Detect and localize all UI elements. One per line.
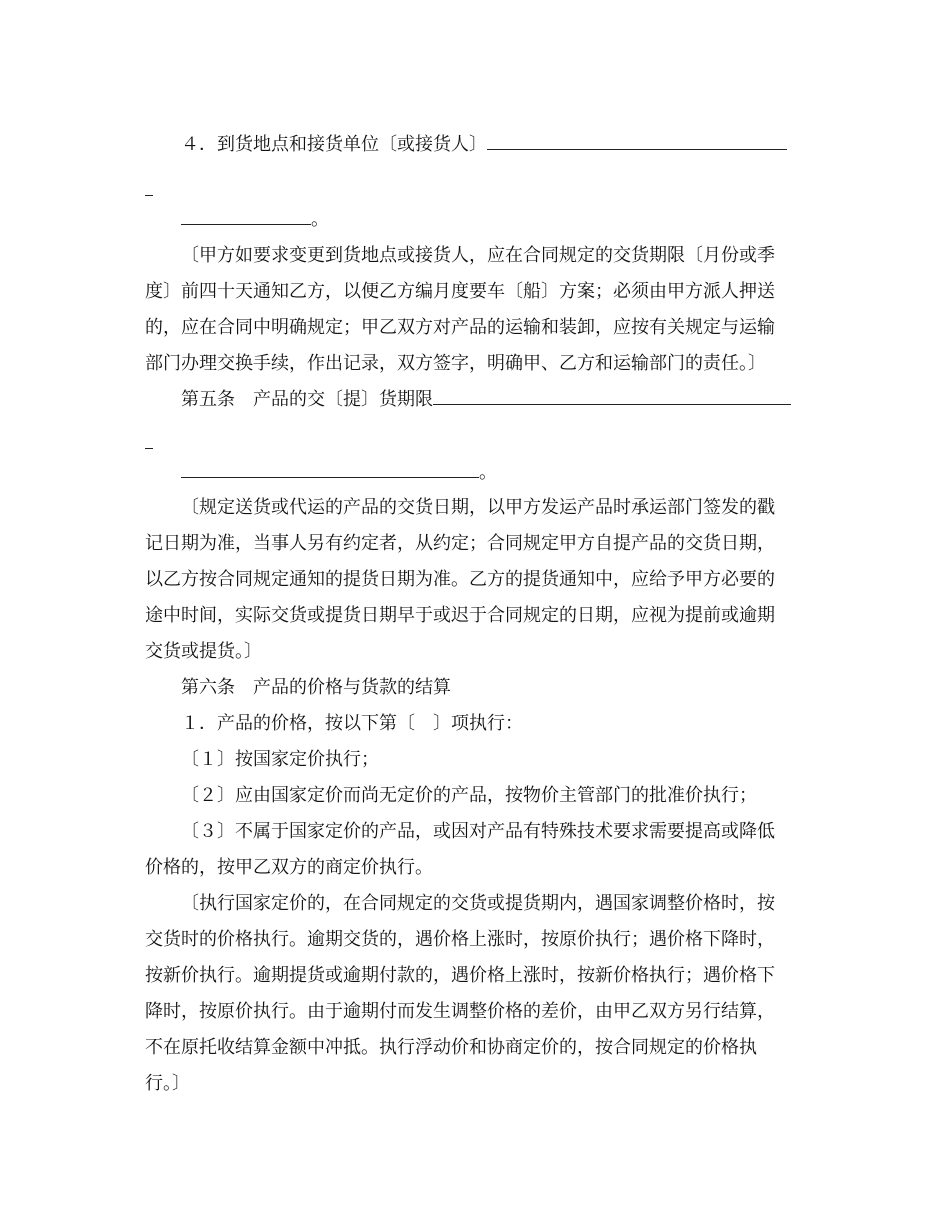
art6-option-3b: 价格的，按甲乙双方的商定价执行。 (145, 857, 433, 878)
item4-end: 。 (311, 209, 329, 230)
item4-blank (487, 135, 787, 150)
item4-end-line (181, 207, 836, 233)
item4-wrap (145, 178, 800, 204)
art5-blank (433, 390, 791, 405)
item4-blank-end (181, 210, 311, 225)
note5-line-5: 交货或提货。〕 (145, 641, 262, 662)
art6-option-3a: 〔３〕不属于国家定价的产品，或因对产品有特殊技术要求需要提高或降低 (181, 821, 775, 842)
note6-line-4: 降时，按原价执行。由于逾期付而发生调整价格的差价，由甲乙双方另行结算， (145, 1001, 775, 1022)
item4-label: ４．到货地点和接货单位〔或接货人〕 (181, 134, 487, 155)
art5-end-line (181, 460, 836, 486)
art5-blank-end (181, 463, 479, 478)
note4-line-2: 度〕前四十天通知乙方，以便乙方编月度要车〔船〕方案；必须由甲方派人押送 (145, 281, 775, 302)
art5-label: 第五条 产品的交〔提〕货期限 (181, 389, 433, 410)
art5-wrap (145, 431, 800, 457)
art6-option-2: 〔２〕应由国家定价而尚无定价的产品，按物价主管部门的批准价执行； (181, 785, 757, 806)
art6-item1: １．产品的价格，按以下第〔 〕项执行： (181, 713, 523, 734)
note4-line-4: 部门办理交换手续，作出记录，双方签字，明确甲、乙方和运输部门的责任。〕 (145, 353, 766, 374)
art5-end: 。 (479, 462, 497, 483)
note6-line-3: 按新价执行。逾期提货或逾期付款的，遇价格上涨时，按新价格执行；遇价格下 (145, 965, 775, 986)
item4-line (181, 132, 836, 158)
note6-line-1: 〔执行国家定价的，在合同规定的交货或提货期内，遇国家调整价格时，按 (181, 893, 775, 914)
note6-line-6: 行。〕 (145, 1073, 190, 1094)
art6-option-1: 〔１〕按国家定价执行； (181, 749, 379, 770)
note5-line-4: 途中时间，实际交货或提货日期早于或迟于合同规定的日期，应视为提前或逾期 (145, 605, 775, 626)
art6-title: 第六条 产品的价格与货款的结算 (181, 677, 451, 698)
art5-line (181, 387, 836, 413)
note5-line-2: 记日期为准，当事人另有约定者，从约定；合同规定甲方自提产品的交货日期， (145, 533, 775, 554)
note4-line-3: 的，应在合同中明确规定；甲乙双方对产品的运输和装卸，应按有关规定与运输 (145, 317, 775, 338)
art5-blank-cont (145, 434, 153, 449)
note4-line-1: 〔甲方如要求变更到货地点或接货人，应在合同规定的交货期限〔月份或季 (181, 245, 775, 266)
note5-line-3: 以乙方按合同规定通知的提货日期为准。乙方的提货通知中，应给予甲方必要的 (145, 569, 775, 590)
note6-line-5: 不在原托收结算金额中冲抵。执行浮动价和协商定价的，按合同规定的价格执 (145, 1037, 757, 1058)
note6-line-2: 交货时的价格执行。逾期交货的，遇价格上涨时，按原价执行；遇价格下降时， (145, 929, 775, 950)
note5-line-1: 〔规定送货或代运的产品的交货日期，以甲方发运产品时承运部门签发的戳 (181, 497, 775, 518)
item4-blank-cont (145, 181, 153, 196)
